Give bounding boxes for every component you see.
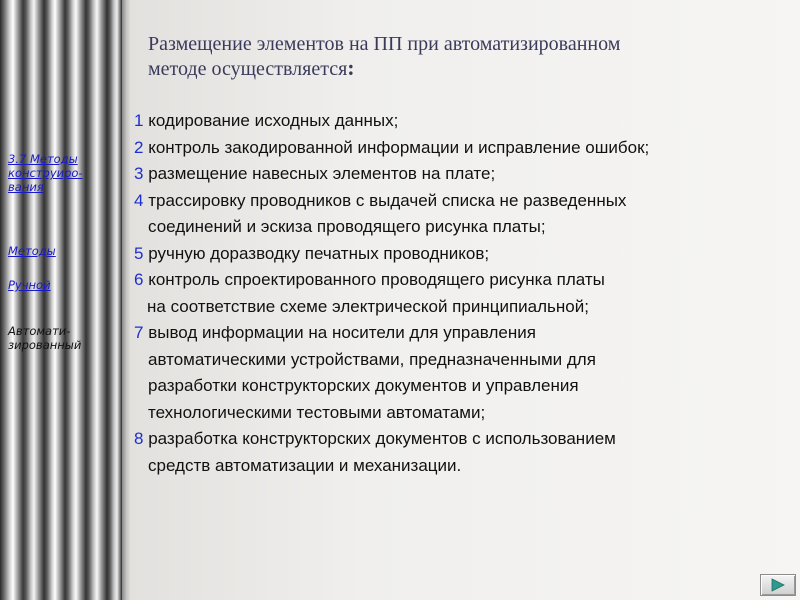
list-item xyxy=(134,188,794,215)
list-item-continuation: разработки конструкторских документов и управления xyxy=(148,376,579,395)
title-line-1: Размещение элементов на ПП при автоматизированном xyxy=(148,33,621,55)
list-item-continuation: автоматическими устройствами, предназначенными для xyxy=(148,349,596,369)
list-item xyxy=(134,135,794,162)
item-number: 3 xyxy=(134,164,144,183)
list-item-continuation: на соответствие схеме электрической принципиальной; xyxy=(147,296,589,316)
item-number: 4 xyxy=(134,190,144,210)
list-item xyxy=(134,241,794,268)
list-item-continuation: соединений и эскиза проводящего рисунка платы; xyxy=(148,217,546,236)
item-text: вывод информации на носители для управления xyxy=(148,323,536,342)
sidebar-panel xyxy=(0,0,122,600)
item-number: 5 xyxy=(134,243,144,263)
item-text: трассировку проводников с выдачей списка не разведенных xyxy=(148,190,627,210)
item-text: контроль закодированной информации и исправление ошибок; xyxy=(148,137,650,157)
nav-label-automated: Автомати-зированный xyxy=(8,324,82,352)
item-number: 7 xyxy=(134,323,144,342)
list-item xyxy=(134,267,794,294)
sidebar-edge xyxy=(122,0,130,600)
item-number: 2 xyxy=(134,137,144,157)
list-item xyxy=(134,320,794,347)
steps-list xyxy=(134,108,794,479)
item-text: контроль спроектированного проводящего рисунка платы xyxy=(148,270,605,289)
slide-title xyxy=(148,32,748,81)
item-number: 6 xyxy=(134,270,144,289)
list-item-continuation: средств автоматизации и механизации. xyxy=(148,455,462,475)
nav-link-methods-section[interactable]: 3.7 Методы конструиро-вания xyxy=(8,152,83,194)
nav-link-manual[interactable]: Ручной xyxy=(8,278,51,292)
title-line-2 xyxy=(148,56,748,81)
nav-link-methods[interactable]: Методы xyxy=(8,244,56,258)
list-item-continuation: технологическими тестовыми автоматами; xyxy=(148,402,486,422)
item-text: разработка конструкторских документов с использованием xyxy=(148,429,616,448)
item-text: кодирование исходных данных; xyxy=(148,111,399,130)
next-arrow-icon xyxy=(770,578,786,592)
item-text: размещение навесных элементов на плате; xyxy=(148,164,496,183)
next-slide-button[interactable] xyxy=(760,574,796,596)
title-line-2-text: методе осуществляется xyxy=(148,58,348,80)
item-number: 1 xyxy=(134,111,144,130)
item-text: ручную доразводку печатных проводников; xyxy=(148,243,490,263)
title-colon: : xyxy=(347,55,355,80)
list-item xyxy=(134,108,794,135)
item-number: 8 xyxy=(134,429,144,448)
list-item xyxy=(134,426,794,453)
list-item xyxy=(134,161,794,188)
